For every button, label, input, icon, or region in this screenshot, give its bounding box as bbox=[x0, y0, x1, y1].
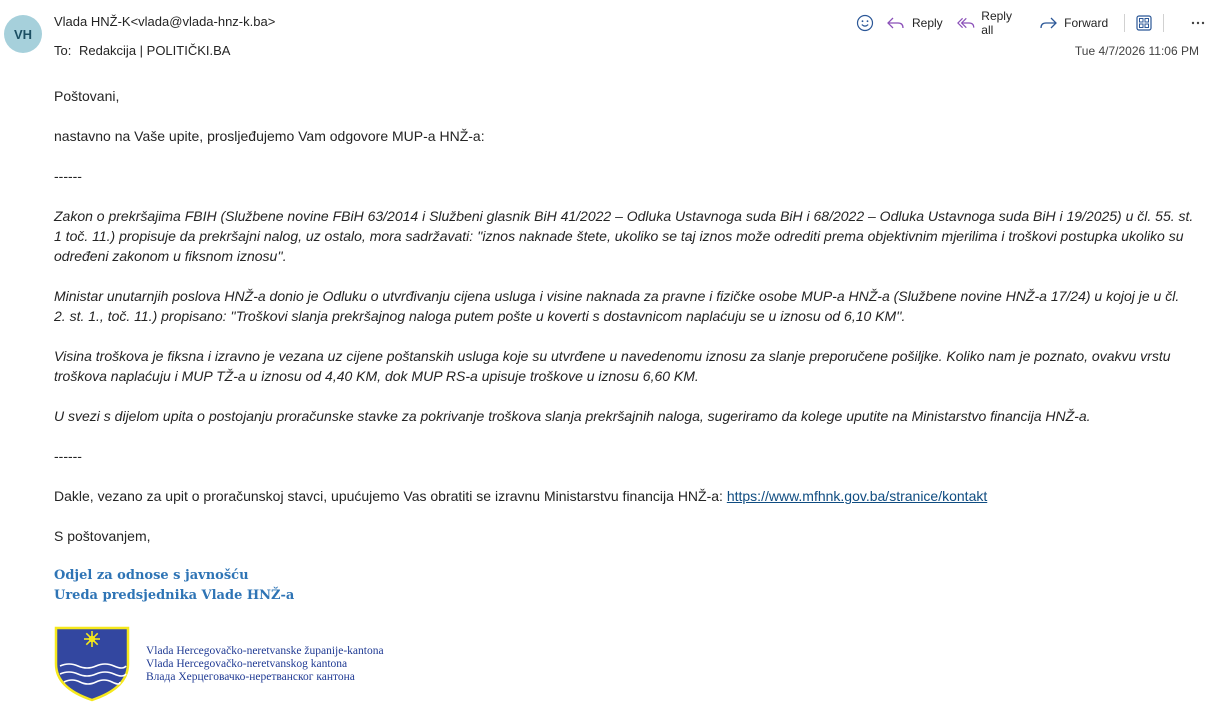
divider-text: ------ bbox=[54, 448, 82, 464]
forward-button[interactable] bbox=[1038, 11, 1108, 35]
apps-button[interactable] bbox=[1135, 11, 1153, 35]
recipient-line bbox=[54, 43, 230, 58]
emoji-icon bbox=[856, 14, 874, 32]
contact-link[interactable]: https://www.mfhnk.gov.ba/stranice/kontakt bbox=[726, 488, 988, 504]
to-label: To: bbox=[54, 43, 72, 58]
sender-avatar[interactable]: VH bbox=[4, 15, 42, 53]
intro-paragraph: nastavno na Vaše upite, prosljeđujemo Vam odgovore MUP-a HNŽ-a: bbox=[54, 128, 485, 144]
forward-icon bbox=[1038, 15, 1058, 31]
reply-button[interactable] bbox=[886, 11, 943, 35]
government-logo-block bbox=[54, 626, 414, 702]
body-paragraph-2: Ministar unutarnjih poslova HNŽ-a donio je Odluku o utvrđivanju cijena usluga i visine naknada za pravne i fizičke osobe MUP-a HNŽ-a (Službene novine HNŽ-a 17/24) u kojoj je u čl. 2. st. 1., toč. 11.) propisano: ''Troškovi slanja prekršajnog naloga putem pošte u koverti s dostavnicom naplaćuju se u iznosu od 6,10 KM''. bbox=[54, 288, 1180, 324]
message-date: Tue 4/7/2026 11:06 PM bbox=[1074, 44, 1199, 58]
body-paragraph-3: Visina troškova je fiksna i izravno je vezana uz cijene poštanskih usluga koje su utvrđene u navedenomu iznosu za slanje preporučene pošiljke. Koliko nam je poznato, ovakvu vrstu troškova naplaćuju i MUP TŽ-a u iznosu od 4,40 KM, dok MUP RS-a upisuje troškove u iznosu 6,60 KM. bbox=[54, 348, 1171, 384]
divider-text: ------ bbox=[54, 168, 82, 184]
government-name-line: Vlada Hercegovačko-neretvanske županije-kantona bbox=[146, 645, 384, 657]
body-paragraph-4: U svezi s dijelom upita o postojanju proračunske stavke za pokrivanje troškova slanja prekršajnih naloga, sugeriramo da kolege uputite na Ministarstvo financija HNŽ-a. bbox=[54, 408, 1091, 424]
recipient-name[interactable]: Redakcija | POLITIČKI.BA bbox=[78, 43, 231, 58]
more-icon bbox=[1190, 15, 1206, 31]
signature-office: Ureda predsjednika Vlade HNŽ-a bbox=[54, 588, 295, 603]
regards: S poštovanjem, bbox=[54, 528, 151, 544]
toolbar-divider bbox=[1124, 14, 1125, 32]
greeting: Poštovani, bbox=[54, 88, 120, 104]
reply-icon bbox=[886, 15, 906, 31]
message-body bbox=[54, 86, 1194, 606]
more-actions-button[interactable] bbox=[1190, 11, 1206, 35]
sender-name[interactable]: Vlada HNŽ-K<vlada@vlada-hnz-k.ba> bbox=[54, 14, 276, 29]
reply-label: Reply bbox=[912, 16, 943, 30]
government-name bbox=[146, 645, 384, 684]
reply-all-button[interactable] bbox=[957, 11, 1024, 35]
government-name-line: Vlada Hercegovačko-neretvanskog kantona bbox=[146, 658, 348, 670]
signature-department: Odjel za odnose s javnošću bbox=[54, 568, 249, 583]
apps-icon bbox=[1135, 14, 1153, 32]
message-toolbar bbox=[856, 11, 1206, 35]
closing-paragraph bbox=[54, 486, 1194, 506]
closing-text: Dakle, vezano za upit o proračunskoj stavci, upućujemo Vas obratiti se izravnu Ministarstvu financija HNŽ-a: bbox=[54, 488, 727, 504]
body-paragraph-1: Zakon o prekršajima FBIH (Službene novine FBiH 63/2014 i Službeni glasnik BiH 41/2022 – Odluka Ustavnoga suda BiH i 68/2022 – Odluka Ustavnoga suda BiH i 19/2025) u čl. 55. st. 1 toč. 11.) propisuje da prekršajni nalog, uz ostalo, mora sadržavati: ''iznos naknade štete, ukoliko se taj iznos može odrediti prema objektivnim mjerilima i troškovi postupka ukoliko su određeni zakonom u fiksnom iznosu''. bbox=[54, 208, 1194, 264]
government-name-line: Влада Херцеговачко-неретванског кантона bbox=[146, 671, 355, 683]
reply-all-label: Reply all bbox=[981, 9, 1012, 37]
reply-all-icon bbox=[957, 15, 976, 31]
emoji-button[interactable] bbox=[856, 11, 874, 35]
forward-label: Forward bbox=[1064, 16, 1109, 30]
toolbar-divider bbox=[1163, 14, 1164, 32]
coat-of-arms-icon bbox=[54, 626, 130, 702]
